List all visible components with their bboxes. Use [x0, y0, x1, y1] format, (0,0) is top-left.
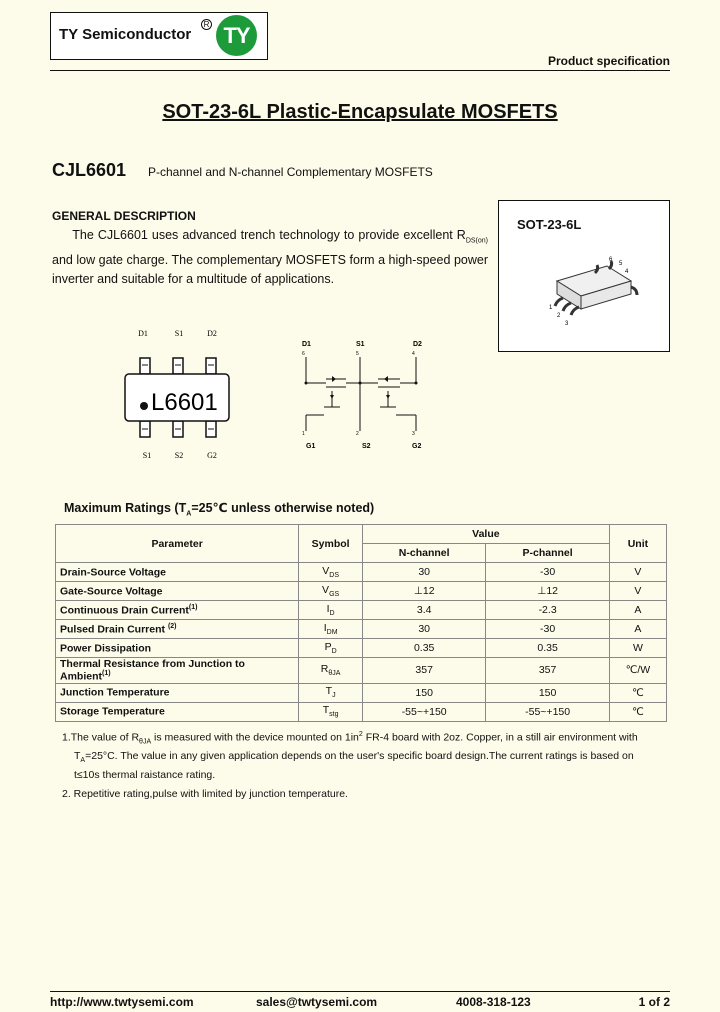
sch-label-g2: G2: [412, 443, 422, 450]
ratings-heading: Maximum Ratings ($T_A=25℃$ unless otherwise noted): [64, 501, 375, 518]
max-ratings-table: [55, 524, 667, 722]
company-logo: [50, 12, 268, 60]
n-channel-cell: 30: [362, 620, 485, 639]
package-drawing: [539, 251, 649, 331]
n-channel-cell: 0.35: [362, 639, 485, 658]
pkg-pin-3: 3: [565, 321, 569, 327]
unit-cell: ℃: [609, 683, 666, 702]
doc-type: Product specification: [547, 54, 670, 68]
header-value: Value: [362, 525, 609, 544]
mark-top-pin-d1: D1: [138, 329, 148, 338]
n-channel-cell: -55~+150: [362, 702, 485, 721]
pkg-pin-5: 5: [619, 261, 623, 267]
n-channel-cell: 3.4: [362, 601, 485, 620]
pkg-pin-2: 2: [557, 313, 561, 319]
param-cell: Thermal Resistance from Junction to Ambient$^{(1)}$: [56, 658, 299, 684]
circuit-schematic: [296, 335, 436, 455]
table-header-row: [56, 525, 667, 544]
registered-mark: R: [201, 19, 212, 30]
p-channel-cell: 150: [486, 683, 609, 702]
footer-phone: 4008-318-123: [456, 995, 531, 1009]
company-name: TY Semiconductor: [59, 26, 192, 43]
param-cell: Continuous Drain Current$^{(1)}$: [56, 601, 299, 620]
general-description-text: The CJL6601 uses advanced trench technology to provide excellent $R_{DS(on)}$ and low gate charge. The complementary MOSFETS form a high-speed power inverter and suitable for a multitude of applications.: [52, 228, 488, 286]
sch-label-d2: D2: [413, 341, 422, 348]
sch-pin-1: 1: [302, 431, 305, 437]
package-box: [498, 200, 670, 352]
note-1-line-2: $T_A=25^\circ C$. The value in any given application depends on the user's specific board design.The current ratings is based on: [74, 750, 634, 765]
mark-bottom-pin-s1: S1: [142, 451, 152, 460]
page-title: SOT-23-6L Plastic-Encapsulate MOSFETS: [162, 101, 558, 123]
marking-diagram: [115, 325, 255, 465]
part-number: CJL6601: [52, 160, 127, 180]
param-cell: Storage Temperature: [56, 702, 299, 721]
part-description: P-channel and N-channel Complementary MOSFETS: [148, 165, 433, 179]
n-channel-cell: 357: [362, 658, 485, 684]
footer-page-number: 1 of 2: [638, 995, 670, 1009]
p-channel-cell: -2.3: [486, 601, 609, 620]
sch-label-g1: G1: [306, 443, 316, 450]
marking-code: L6601: [151, 389, 218, 416]
table-row: [56, 601, 667, 620]
footer-divider: [50, 991, 670, 992]
sch-label-s2: S2: [362, 443, 371, 450]
sch-pin-4: 4: [412, 351, 415, 357]
note-1: 1.The value of $R_{\theta JA}$ is measured with the device mounted on $1in^2$ FR-4 board with 2oz. Copper, in a still air environment with: [62, 731, 638, 746]
table-row: [56, 620, 667, 639]
header-p-channel: P-channel: [486, 544, 609, 563]
p-channel-cell: -30: [486, 563, 609, 582]
table-row: [56, 582, 667, 601]
param-cell: Gate-Source Voltage: [56, 582, 299, 601]
sch-pin-3: 3: [412, 431, 415, 437]
unit-cell: A: [609, 601, 666, 620]
param-cell: Power Dissipation: [56, 639, 299, 658]
symbol-cell: $T_J$: [299, 683, 363, 702]
symbol-cell: $I_{DM}$: [299, 620, 363, 639]
symbol-cell: $T_{stg}$: [299, 702, 363, 721]
sch-pin-5: 5: [356, 351, 359, 357]
symbol-cell: $P_D$: [299, 639, 363, 658]
general-description-heading: GENERAL DESCRIPTION: [52, 209, 196, 223]
unit-cell: V: [609, 563, 666, 582]
unit-cell: W: [609, 639, 666, 658]
pkg-pin-6: 6: [609, 257, 613, 263]
ty-logo-circle: TY: [216, 15, 257, 56]
param-cell: Drain-Source Voltage: [56, 563, 299, 582]
n-channel-cell: ⊥12: [362, 582, 485, 601]
p-channel-cell: -30: [486, 620, 609, 639]
param-cell: Pulsed Drain Current $^{(2)}$: [56, 620, 299, 639]
header-n-channel: N-channel: [362, 544, 485, 563]
symbol-cell: $I_D$: [299, 601, 363, 620]
p-channel-cell: -55~+150: [486, 702, 609, 721]
symbol-cell: $V_{DS}$: [299, 563, 363, 582]
sch-pin-6: 6: [302, 351, 305, 357]
pkg-pin-1: 1: [549, 305, 553, 311]
sch-pin-2: 2: [356, 431, 359, 437]
symbol-cell: $R_{\theta JA}$: [299, 658, 363, 684]
table-row: [56, 639, 667, 658]
p-channel-cell: 357: [486, 658, 609, 684]
p-channel-cell: ⊥12: [486, 582, 609, 601]
header-divider: [50, 70, 670, 71]
symbol-cell: $V_{GS}$: [299, 582, 363, 601]
mark-top-pin-d2: D2: [207, 329, 217, 338]
footer-url-link[interactable]: http://www.twtysemi.com: [50, 995, 194, 1009]
table-row: [56, 563, 667, 582]
mark-top-pin-s1: S1: [174, 329, 184, 338]
table-row: [56, 683, 667, 702]
unit-cell: A: [609, 620, 666, 639]
param-cell: Junction Temperature: [56, 683, 299, 702]
mark-bottom-pin-g2: G2: [207, 451, 217, 460]
header-unit: Unit: [609, 525, 666, 563]
mark-bottom-pin-s2: S2: [174, 451, 184, 460]
footer-email-link[interactable]: sales@twtysemi.com: [256, 995, 378, 1009]
unit-cell: ℃: [609, 702, 666, 721]
p-channel-cell: 0.35: [486, 639, 609, 658]
pkg-pin-4: 4: [625, 269, 629, 275]
package-label: SOT-23-6L: [517, 217, 582, 232]
table-row: [56, 658, 667, 684]
table-row: [56, 702, 667, 721]
unit-cell: ℃/W: [609, 658, 666, 684]
header-symbol: Symbol: [299, 525, 363, 563]
sch-label-s1: S1: [356, 341, 365, 348]
note-2: 2. Repetitive rating,pulse with limited by junction temperature.: [62, 788, 348, 800]
note-1-line-3: t≤10s thermal raistance rating.: [74, 769, 216, 781]
sch-label-d1: D1: [302, 341, 311, 348]
n-channel-cell: 30: [362, 563, 485, 582]
n-channel-cell: 150: [362, 683, 485, 702]
header-parameter: Parameter: [56, 525, 299, 563]
unit-cell: V: [609, 582, 666, 601]
